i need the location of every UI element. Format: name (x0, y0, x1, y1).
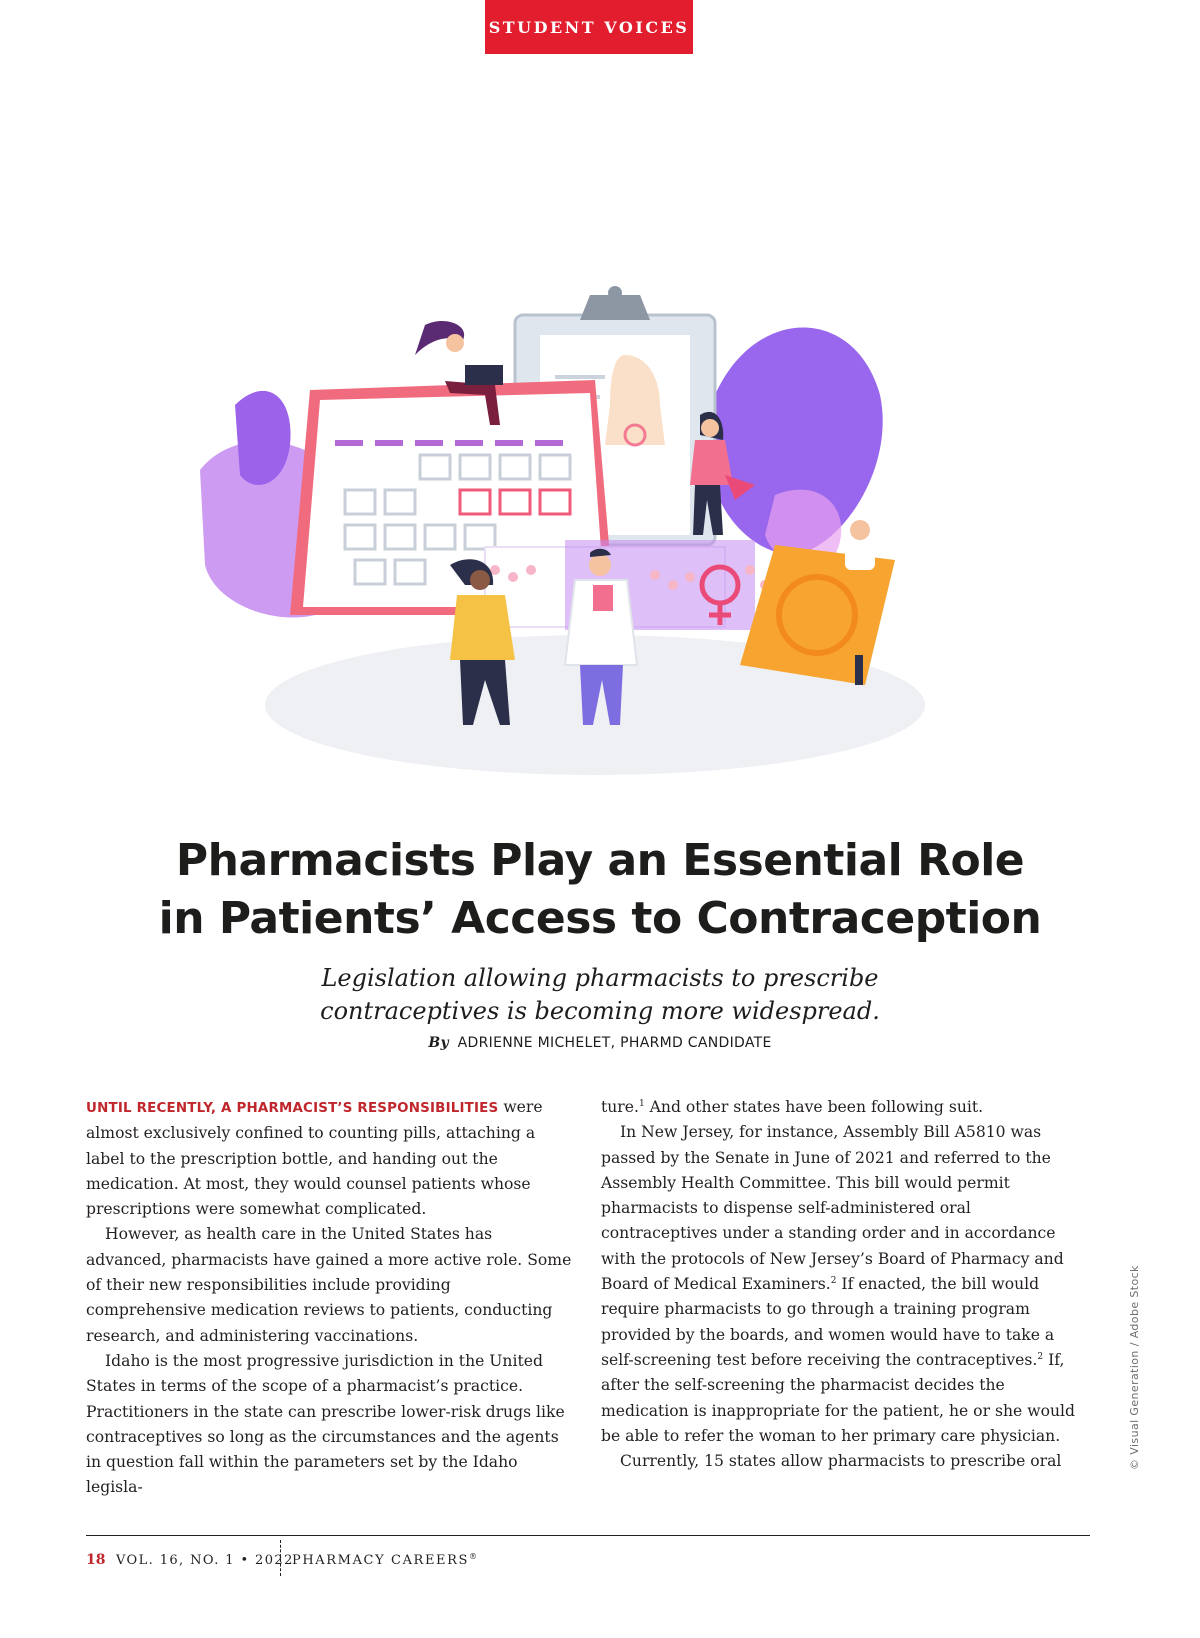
subtitle-line-2: contraceptives is becoming more widespread. (320, 997, 880, 1025)
paragraph-6: Currently, 15 states allow pharmacists to prescribe oral (620, 1452, 1062, 1471)
subtitle-line-1: Legislation allowing pharmacists to prescribe (321, 964, 879, 992)
title-line-1: Pharmacists Play an Essential Role (175, 835, 1025, 886)
reference-1: 1 (638, 1099, 645, 1109)
paragraph-4-text: ture. (601, 1098, 639, 1116)
byline-prefix: By (428, 1035, 449, 1051)
contraception-illustration (195, 285, 1005, 795)
page-number: 18 (86, 1552, 106, 1568)
registered-mark: ® (469, 1552, 478, 1561)
section-tag: STUDENT VOICES (485, 0, 693, 54)
paragraph-1-text: were almost exclusively confined to counting pills, attaching a label to the prescription bottle, and handing out the medication. At most, they would counsel patients whose prescriptions were somewhat complicated. (86, 1098, 543, 1219)
body-column-right (601, 1095, 1089, 1474)
paragraph-5-text-cont: If enacted, the bill would require pharmacists to go through a training program provided by the boards, and women would have to take a self-screening test before receiving the contraceptives. (601, 1275, 1055, 1369)
byline (200, 1035, 1000, 1051)
paragraph-1 (86, 1095, 574, 1222)
paragraph-5-text: In New Jersey, for instance, Assembly Bill A5810 was passed by the Senate in June of 2021 and referred to the Assembly Health Committee. This bill would permit pharmacists to dispense self-administered oral contraceptives under a standing order and in accordance with the protocols of New Jersey’s Board of Pharmacy and Board of Medical Examiners. (601, 1123, 1064, 1294)
paragraph-4 (601, 1095, 1089, 1120)
reference-2: 2 (830, 1276, 837, 1287)
laptop-icon (465, 365, 503, 385)
paragraph-4-text-cont: And other states have been following suit. (644, 1098, 984, 1116)
footer-rule (86, 1535, 1090, 1536)
issue-info: VOL. 16, NO. 1 • 2022 (116, 1553, 294, 1568)
article-subtitle (200, 962, 1000, 1028)
article-title (120, 832, 1080, 948)
body-column-left (86, 1095, 574, 1501)
magazine-name (292, 1553, 477, 1568)
paragraph-2: However, as health care in the United States has advanced, pharmacists have gained a more active role. Some of their new responsibilities include providing comprehensive medication reviews to patients, conducting research, and administering vaccinations. (86, 1225, 572, 1345)
image-credit: © Visual Generation / Adobe Stock (1128, 1265, 1141, 1470)
lead-in: UNTIL RECENTLY, A PHARMACIST’S RESPONSIBILITIES (86, 1101, 499, 1116)
title-line-2: in Patients’ Access to Contraception (158, 893, 1042, 944)
byline-author: ADRIENNE MICHELET, PHARMD CANDIDATE (457, 1035, 772, 1051)
paragraph-3: Idaho is the most progressive jurisdiction in the United States in terms of the scope of a pharmacist’s practice. Practitioners in the state can prescribe lower-risk drugs like contraceptives so long as the circumstances and the agents in question fall within the parameters set by the Idaho legisla- (86, 1351, 565, 1497)
reference-2b: 2 (1037, 1351, 1044, 1362)
paragraph-5-text-end: If, after the self-screening the pharmacist decides the medication is inappropriate for the patient, he or she would be able to refer the woman to her primary care physician. (601, 1350, 1075, 1445)
magazine-title: PHARMACY CAREERS (292, 1553, 470, 1568)
paragraph-5 (601, 1120, 1089, 1449)
